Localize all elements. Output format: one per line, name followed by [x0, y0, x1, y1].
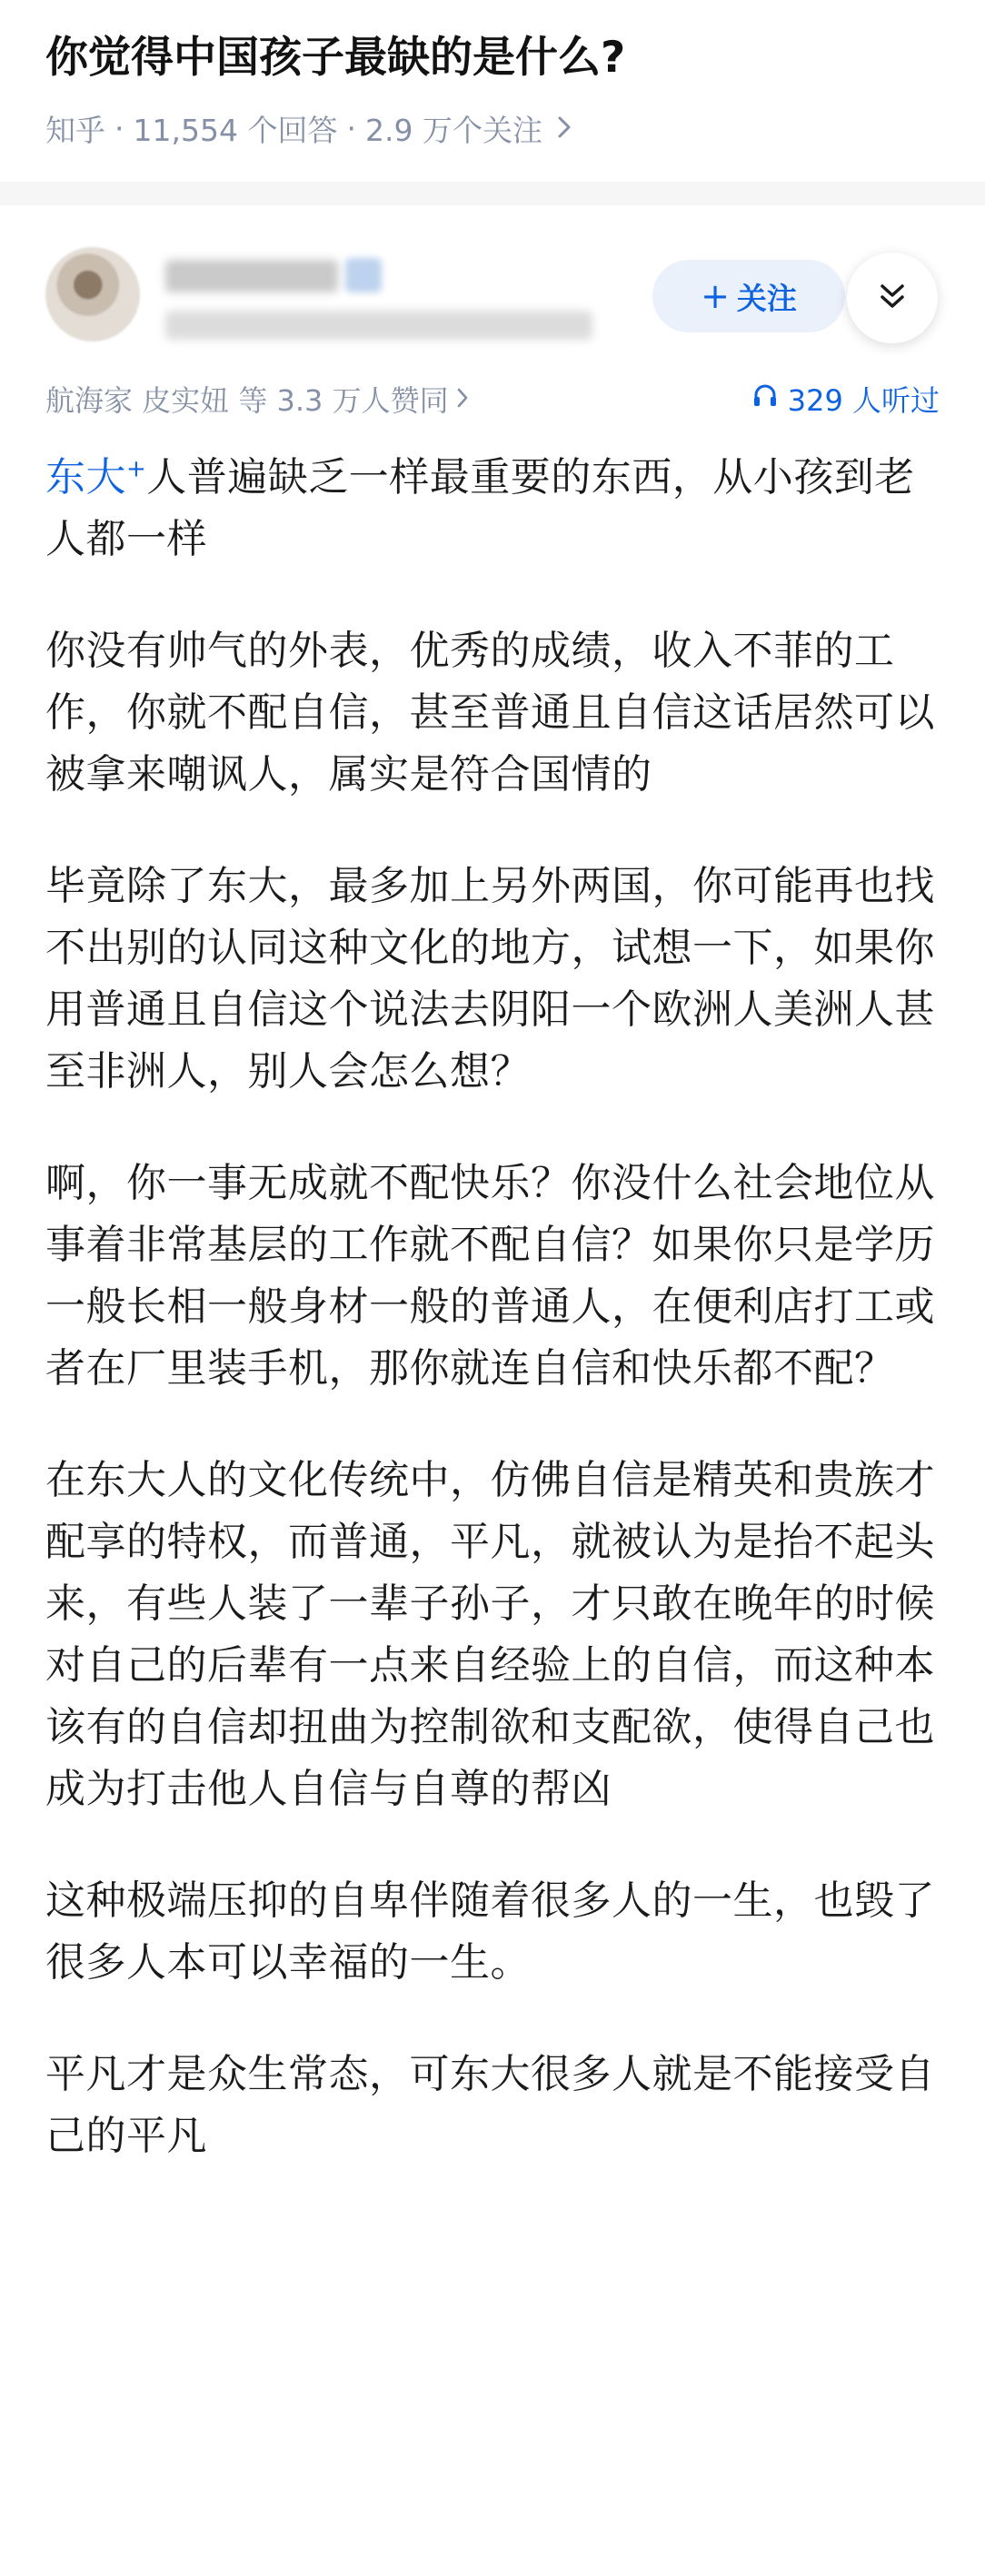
topic-link-label: 东大 [45, 454, 126, 500]
follower-count: 2.9 万个关注 [364, 113, 542, 148]
answer-count: 11,554 个回答 [133, 113, 338, 148]
author-name-blurred[interactable] [165, 260, 338, 292]
voters-link[interactable] [45, 378, 469, 420]
author-bar [0, 205, 985, 342]
question-title[interactable]: 你觉得中国孩子最缺的是什么? [45, 33, 626, 83]
listen-button[interactable] [751, 378, 940, 420]
meta-separator: · [346, 111, 356, 146]
chevron-right-icon [557, 111, 572, 147]
topic-link[interactable] [45, 454, 146, 500]
follow-label: 关注 [736, 280, 797, 316]
author-badge-blurred [345, 258, 382, 292]
answer-content [0, 447, 985, 2167]
collapse-button[interactable] [847, 253, 938, 343]
author-bio-blurred [165, 311, 592, 340]
answer-paragraph: 平凡才是众生常态，可东大很多人就是不能接受自己的平凡 [45, 2051, 935, 2159]
paragraph-text: 人普遍缺乏一样最重要的东西，从小孩到老人都一样 [45, 454, 915, 562]
question-header [0, 0, 985, 182]
answer-stats [0, 376, 985, 421]
question-meta[interactable] [45, 107, 940, 150]
answer-paragraph: 你没有帅气的外表，优秀的成绩，收入不菲的工作，你就不配自信，甚至普通且自信这话居然可以被拿来嘲讽人，属实是符合国情的 [45, 628, 935, 798]
meta-separator: · [114, 111, 124, 146]
answer-paragraph: 这种极端压抑的自卑伴随着很多人的一生，也毁了很多人本可以幸福的一生。 [45, 1878, 935, 1986]
plus-icon: + [701, 276, 730, 316]
topic-link-sup: + [126, 455, 147, 483]
avatar[interactable] [45, 247, 140, 342]
source-label: 知乎 [45, 113, 105, 148]
chevron-right-icon [456, 381, 469, 416]
follow-button[interactable] [652, 260, 845, 332]
double-chevron-down-icon [877, 281, 908, 315]
voters-text: 航海家 皮实妞 等 3.3 万人赞同 [45, 383, 449, 418]
section-divider [0, 182, 985, 205]
answer-paragraph: 毕竟除了东大，最多加上另外两国，你可能再也找不出别的认同这种文化的地方，试想一下，如果你用普通且自信这个说法去阴阳一个欧洲人美洲人甚至非洲人，别人会怎么想？ [45, 863, 935, 1095]
answer-paragraph: 在东大人的文化传统中，仿佛自信是精英和贵族才配享的特权，而普通，平凡，就被认为是抬不起头来，有些人装了一辈子孙子，才只敢在晚年的时候对自己的后辈有一点来自经验上的自信，而这种本该有的自信却扭曲为控制欲和支配欲，使得自己也成为打击他人自信与自尊的帮凶 [45, 1457, 935, 1812]
listen-count: 329 人听过 [787, 383, 940, 418]
answer-paragraph: 啊，你一事无成就不配快乐？你没什么社会地位从事着非常基层的工作就不配自信？如果你只是学历一般长相一般身材一般的普通人，在便利店打工或者在厂里装手机，那你就连自信和快乐都不配？ [45, 1160, 935, 1392]
answer-paragraph [45, 447, 940, 570]
headphones-icon [751, 381, 779, 416]
